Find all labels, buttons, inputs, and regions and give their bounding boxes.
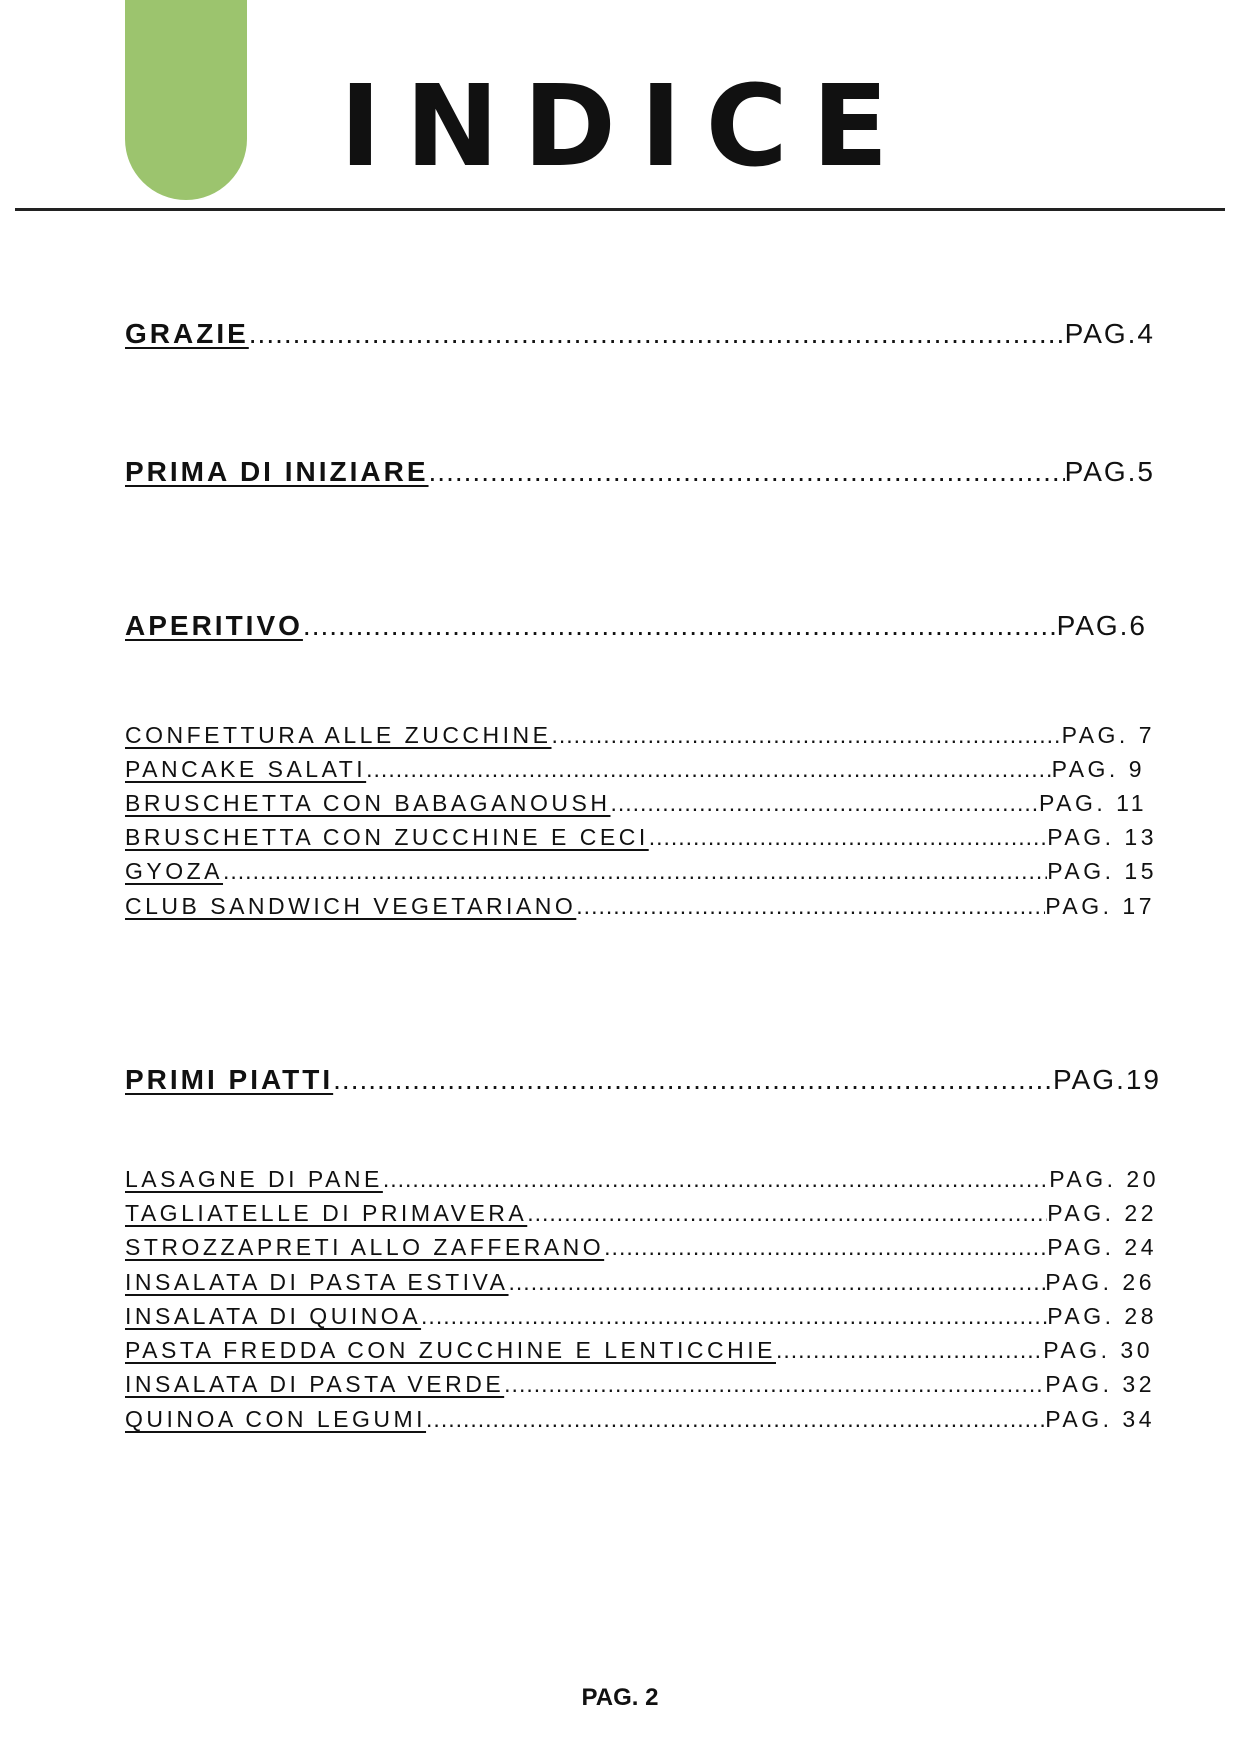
- toc-item[interactable]: [125, 1269, 1155, 1301]
- toc-section-grazie[interactable]: [125, 318, 1155, 358]
- toc-dot-leader: [509, 1269, 1046, 1296]
- toc-page-number: PAG. 15: [1047, 858, 1157, 884]
- toc-label: BRUSCHETTA CON ZUCCHINE E CECI: [125, 824, 649, 850]
- toc-dot-leader: [576, 893, 1045, 920]
- toc-label: GRAZIE: [125, 318, 249, 349]
- toc-page-number: PAG. 24: [1047, 1234, 1157, 1260]
- toc-page-number: PAG. 7: [1061, 722, 1155, 748]
- toc-item[interactable]: [125, 824, 1157, 856]
- toc-page-number: PAG. 20: [1049, 1166, 1159, 1192]
- toc-label: TAGLIATELLE DI PRIMAVERA: [125, 1200, 528, 1226]
- toc-dot-leader: [649, 824, 1048, 851]
- toc-dot-leader: [604, 1234, 1047, 1261]
- toc-item[interactable]: [125, 756, 1145, 788]
- toc-page-number: PAG. 17: [1045, 893, 1155, 919]
- toc-label: INSALATA DI PASTA VERDE: [125, 1371, 505, 1397]
- toc-label: LASAGNE DI PANE: [125, 1166, 383, 1192]
- toc-item[interactable]: [125, 790, 1147, 822]
- toc-label: PRIMA DI INIZIARE: [125, 456, 429, 487]
- toc-dot-leader: [333, 1064, 1053, 1096]
- toc-item[interactable]: [125, 722, 1155, 754]
- toc-page-number: PAG. 30: [1043, 1337, 1153, 1363]
- toc-page-number: PAG. 9: [1051, 756, 1145, 782]
- toc-item[interactable]: [125, 893, 1155, 925]
- toc-section-prima-di-iniziare[interactable]: [125, 456, 1155, 496]
- header-divider: [15, 208, 1225, 211]
- toc-item[interactable]: [125, 1200, 1157, 1232]
- toc-dot-leader: [249, 318, 1065, 350]
- toc-page-number: PAG.19: [1053, 1064, 1161, 1095]
- page-title: INDICE: [339, 62, 913, 192]
- toc-label: CLUB SANDWICH VEGETARIANO: [125, 893, 577, 919]
- toc-page-number: PAG. 22: [1047, 1200, 1157, 1226]
- toc-label: BRUSCHETTA CON BABAGANOUSH: [125, 790, 611, 816]
- toc-label: GYOZA: [125, 858, 224, 884]
- toc-item[interactable]: [125, 1337, 1153, 1369]
- toc-label: PANCAKE SALATI: [125, 756, 367, 782]
- toc-dot-leader: [421, 1303, 1047, 1330]
- toc-label: INSALATA DI QUINOA: [125, 1303, 422, 1329]
- page-number-footer: PAG. 2: [581, 1684, 659, 1711]
- toc-dot-leader: [610, 790, 1038, 817]
- toc-label: STROZZAPRETI ALLO ZAFFERANO: [125, 1234, 605, 1260]
- toc-item[interactable]: [125, 1371, 1155, 1403]
- toc-item[interactable]: [125, 1406, 1155, 1438]
- toc-section-aperitivo[interactable]: [125, 610, 1147, 650]
- toc-page-number: PAG. 34: [1045, 1406, 1155, 1432]
- toc-label: CONFETTURA ALLE ZUCCHINE: [125, 722, 552, 748]
- toc-dot-leader: [504, 1371, 1045, 1398]
- toc-page-number: PAG. 13: [1047, 824, 1157, 850]
- toc-dot-leader: [429, 456, 1065, 488]
- toc-label: QUINOA CON LEGUMI: [125, 1406, 427, 1432]
- toc-page-number: PAG.4: [1064, 318, 1155, 349]
- toc-dot-leader: [366, 756, 1051, 783]
- toc-dot-leader: [527, 1200, 1047, 1227]
- toc-label: INSALATA DI PASTA ESTIVA: [125, 1269, 509, 1295]
- toc-dot-leader: [303, 610, 1057, 642]
- toc-page-number: PAG. 28: [1047, 1303, 1157, 1329]
- toc-item[interactable]: [125, 1234, 1157, 1266]
- toc-dot-leader: [223, 858, 1047, 885]
- toc-dot-leader: [426, 1406, 1045, 1433]
- toc-page-number: PAG.6: [1056, 610, 1147, 641]
- toc-label: PASTA FREDDA CON ZUCCHINE E LENTICCHIE: [125, 1337, 776, 1363]
- toc-label: PRIMI PIATTI: [125, 1064, 334, 1095]
- toc-page-number: PAG.5: [1064, 456, 1155, 487]
- toc-dot-leader: [776, 1337, 1043, 1364]
- toc-page-number: PAG. 26: [1045, 1269, 1155, 1295]
- toc-page-number: PAG. 32: [1045, 1371, 1155, 1397]
- toc-item[interactable]: [125, 1166, 1159, 1198]
- toc-page-number: PAG. 11: [1038, 790, 1147, 816]
- toc-label: APERITIVO: [125, 610, 303, 641]
- toc-dot-leader: [552, 722, 1062, 749]
- toc-dot-leader: [383, 1166, 1049, 1193]
- toc-item[interactable]: [125, 1303, 1157, 1335]
- toc-item[interactable]: [125, 858, 1157, 890]
- toc-section-primi-piatti[interactable]: [125, 1064, 1161, 1104]
